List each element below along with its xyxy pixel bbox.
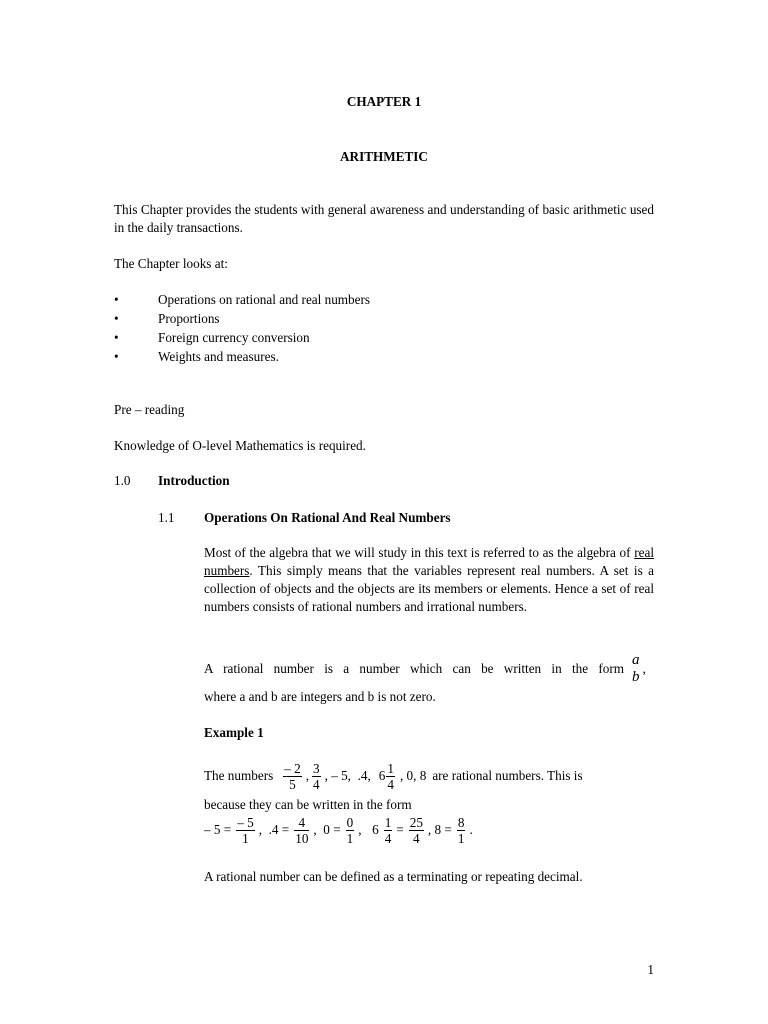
fraction-numerator: 0: [346, 814, 354, 830]
fraction-numerator: – 5: [237, 814, 254, 830]
intro-paragraph: This Chapter provides the students with general awareness and understanding of basic arithmetic used in the daily transactions.: [114, 202, 654, 235]
looks-at-label: The Chapter looks at:: [114, 256, 228, 271]
fraction: [409, 815, 424, 846]
fraction: [283, 761, 301, 792]
eq-end: .: [469, 822, 473, 837]
eq-term: , .4 =: [258, 822, 290, 837]
prereading-label: Pre – reading: [114, 402, 185, 417]
middle-values: , – 5, .4,: [324, 768, 371, 783]
fraction: [457, 815, 466, 846]
fraction: [386, 761, 395, 792]
example-numbers-line: The numbers $\frac{- 2}{5}$ , $\frac{3}{4}$ , – 5, .4, 6 $\frac{1}{4}$ , 0, 8 are rational numbers. This is: [204, 760, 583, 792]
fraction-denominator: 5: [289, 776, 296, 792]
fraction-numerator: 3: [313, 760, 320, 776]
fraction-denominator: 4: [413, 830, 420, 846]
because-text: because they can be written in the form: [204, 797, 412, 812]
bullet-text: Foreign currency conversion: [158, 330, 310, 345]
example-title: Example 1: [204, 725, 264, 740]
numbers-label: The numbers: [204, 768, 274, 783]
real-numbers-paragraph: [204, 544, 654, 616]
fraction-numerator: 25: [409, 814, 423, 830]
page-number: 1: [647, 962, 654, 977]
chapter-title: ARITHMETIC: [340, 149, 428, 164]
fraction-denominator: 4: [387, 776, 394, 792]
equation-line: [204, 812, 477, 848]
bullet-text: Operations on rational and real numbers: [158, 292, 371, 307]
fraction-numerator: a: [632, 652, 640, 668]
section-title: Introduction: [158, 473, 230, 488]
subsection-title: Operations On Rational And Real Numbers: [204, 510, 451, 525]
fraction-numerator: 1: [384, 814, 392, 830]
prereading-text: Knowledge of O-level Mathematics is required.: [114, 438, 366, 453]
fraction-denominator: b: [632, 669, 640, 685]
tail-values: , 0, 8: [399, 768, 427, 783]
mixed-whole: 6: [372, 822, 379, 837]
rational-text: are rational numbers. This is: [432, 768, 583, 783]
subsection-number: 1.1: [158, 510, 175, 525]
fraction-numerator: 8: [457, 814, 465, 830]
section-number: 1.0: [114, 473, 131, 488]
fraction: [312, 761, 321, 792]
comma: ,: [642, 661, 646, 676]
fraction: [236, 815, 254, 846]
bullet-icon: •: [114, 330, 119, 345]
fraction-denominator: 1: [242, 830, 249, 846]
eq-term: – 5 =: [204, 822, 232, 837]
fraction-denominator: 10: [295, 830, 309, 846]
bullet-icon: •: [114, 292, 119, 307]
para-text: Most of the algebra that we will study in this text is referred to as the algebra of: [204, 545, 635, 560]
rational-definition-line2: where a and b are integers and b is not zero.: [204, 689, 436, 704]
fraction-denominator: 4: [384, 830, 392, 846]
rational-definition-line1: A rational number is a number which can be written in the form: [204, 661, 624, 676]
fraction: [346, 815, 355, 846]
eq-term: , 0 =: [313, 822, 341, 837]
bullet-text: Proportions: [158, 311, 220, 326]
bullet-icon: •: [114, 311, 119, 326]
fraction-numerator: 1: [387, 760, 394, 776]
mixed-whole: 6: [378, 768, 386, 783]
fraction-denominator: 1: [346, 830, 354, 846]
fraction: [294, 815, 309, 846]
form-a-over-b: [630, 652, 646, 686]
eq-term: , 8 =: [427, 822, 452, 837]
fraction: [384, 815, 393, 846]
eq-term: ,: [358, 822, 369, 837]
chapter-heading: CHAPTER 1: [346, 94, 422, 109]
bullet-text: Weights and measures.: [158, 349, 279, 364]
fraction: [631, 652, 641, 686]
fraction-denominator: 1: [457, 830, 465, 846]
fraction-denominator: 4: [313, 776, 320, 792]
bullet-icon: •: [114, 349, 119, 364]
fraction-numerator: – 2: [284, 760, 301, 776]
fraction-numerator: 4: [294, 815, 309, 831]
para-text: . This simply means that the variables represent real numbers. A set is a collection of objects and the objects are its members or elements. Hence a set of real numbers consists of rational numbers and irrational numbers.: [204, 563, 654, 614]
mixed-number: [379, 761, 396, 792]
closing-text: A rational number can be defined as a terminating or repeating decimal.: [204, 869, 583, 884]
real-numbers-term: real numbers: [204, 545, 654, 578]
equals-sign: =: [396, 822, 404, 837]
